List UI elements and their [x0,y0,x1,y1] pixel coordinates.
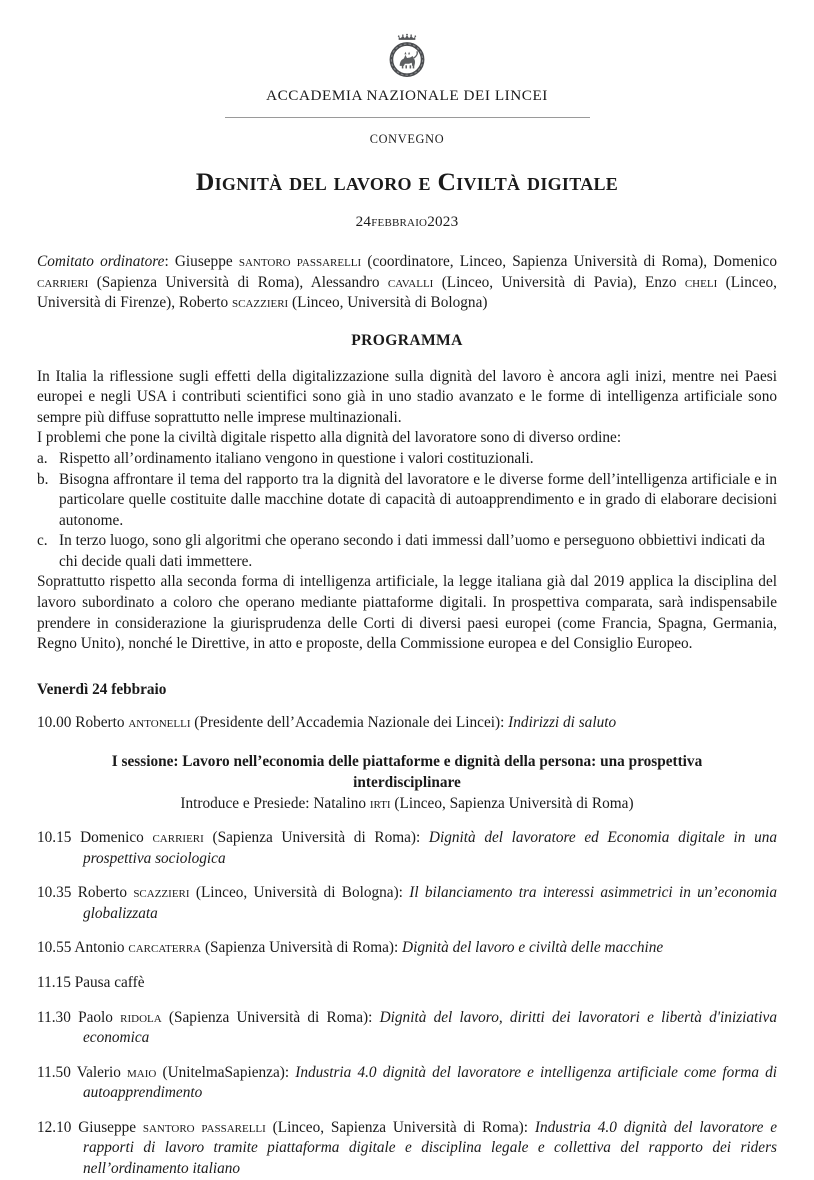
entry-speaker-first: Valerio [76,1063,128,1081]
intro-list-marker: a. [37,450,48,467]
academy-name: ACCADEMIA NAZIONALE DEI LINCEI [266,87,548,104]
entry-affiliation: (UnitelmaSapienza): [156,1063,290,1081]
entry-talk-title: Indirizzi di saluto [504,713,617,731]
entry-time: 11.50 [37,1063,77,1081]
entry-speaker-surname: ridola [120,1008,162,1026]
committee-member-surname: cheli [684,273,718,291]
entry-time: 11.30 [37,1008,79,1026]
event-kind-label: CONVEGNO [369,132,445,146]
masthead [37,0,777,147]
entry-time: 12.10 [37,1118,79,1136]
intro-list-item [37,531,777,572]
event-date-year: 2023 [427,213,459,231]
session-chair-surname: irti [369,794,391,812]
intro-list-text: Rispetto all’ordinamento italiano vengono in questione i valori costituzionali. [59,450,534,467]
session-block [37,752,777,814]
committee-text: (coordinatore, Linceo, Sapienza Università di Roma), Domenico [361,253,777,271]
entry-speaker-surname: carcaterra [128,939,202,957]
entry-talk-title: Dignità del lavoratore ed Economia digitale in una prospettiva sociologica [83,829,778,867]
intro-list-item [37,470,777,532]
entry-talk-title: Il bilanciamento tra interessi asimmetrici in un’economia globalizzata [83,884,777,922]
page-title: Dignità del lavoro e Civiltà digitale [195,167,619,196]
entry-time: 11.15 [37,974,75,992]
intro-paragraph-3: Soprattutto rispetto alla seconda forma di intelligenza artificiale, la legge italiana già dal 2019 applica la disciplina del lavoro subordinato a coloro che operano mediante piattaforme digitali. In prospettiva comparata, sarà indispensabile prendere in considerazione la giurisprudenza delle Corti di diversi paesi europei (come Francia, Spagna, Germania, Regno Unito), nonché le Direttive, in atto e proposte, della Commissione europea e del Consiglio Europeo. [37,573,777,653]
opening-entry [37,713,777,734]
committee-member-surname: cavalli [387,273,434,291]
schedule-section [37,681,777,1180]
entry-speaker-first: Giuseppe [78,1118,143,1136]
intro-list-text: Bisogna affrontare il tema del rapporto tra la dignità del lavoratore e le diverse forme dell’intelligenza artificiale e in particolare quelle costituite dalle macchine dotate di capacità di autoapprendimento e in grado di elaborare decisioni autonome. [59,470,777,529]
entry-speaker-first: Antonio [74,939,129,957]
committee-text: (Linceo, Università di Bologna) [288,294,488,312]
talk-entry [37,1008,777,1049]
entry-affiliation: (Sapienza Università di Roma): [201,939,399,957]
intro-list-text: In terzo luogo, sono gli algoritmi che operano secondo i dati immessi dall’uomo e perseguono obbiettivi indicati da chi decide quali dati immettere. [59,532,766,570]
intro-paragraph-1: In Italia la riflessione sugli effetti della digitalizzazione sulla dignità del lavoro è ancora agli inizi, mentre nei Paesi europei e negli USA i contributi scientifici sono già in uno stadio avanzato e le forme di intelligenza artificiale sono sempre più diffuse soprattutto nelle imprese multinazionali. [37,367,777,426]
entry-speaker-first: Roberto [77,884,134,902]
entry-talk-title: Dignità del lavoro, diritti dei lavoratori e libertà d'iniziativa economica [83,1008,777,1047]
event-date-month: febbraio [371,213,428,231]
committee-text: (Linceo, Università di Pavia), Enzo [433,273,685,291]
entry-talk-title: Industria 4.0 dignità del lavoratore e rapporti di lavoro tramite piattaforma digitale e disciplina legale e collettiva del rapporto dei riders nell’ordinamento italiano [83,1118,777,1177]
intro-section [37,367,777,655]
intro-list-item [37,449,777,470]
entry-time: 10.35 [37,884,78,902]
entry-speaker-surname: scazzieri [133,884,190,902]
event-date [37,213,777,231]
entry-talk-title: Industria 4.0 dignità del lavoratore e intelligenza artificiale come forma di autoapprendimento [83,1063,778,1102]
talk-entry [37,883,777,924]
intro-list-marker: c. [37,532,48,550]
committee-text: (Sapienza Università di Roma), Alessandro [88,273,388,291]
session-title: I sessione: Lavoro nell’economia delle piattaforme e dignità della persona: una prospettiva interdisciplinare [111,753,703,791]
talk-entry [37,973,777,994]
committee-member-surname: carrieri [37,273,89,291]
event-date-day: 24 [355,213,372,231]
talk-entry [37,1118,777,1180]
session-chair-affiliation: (Linceo, Sapienza Università di Roma) [390,794,634,812]
committee-member-surname: scazzieri [231,294,289,312]
talk-entry [37,1063,777,1104]
intro-paragraph-2: I problemi che pone la civiltà digitale rispetto alla dignità del lavoratore sono di diverso ordine: [37,429,622,447]
committee-label: Comitato ordinatore [37,253,165,271]
committee-member-surname: santoro passarelli [238,253,362,271]
entry-speaker-first: Pausa caffè [74,974,145,992]
entry-speaker-surname: carrieri [152,829,204,847]
lincei-lynx-crest-icon [381,31,433,83]
entry-affiliation: (Sapienza Università di Roma): [203,829,421,847]
entry-speaker-first: Roberto [75,713,129,731]
talk-list [37,828,777,1179]
committee-text: (Linceo, Università di Firenze), Roberto [37,273,777,312]
entry-affiliation: (Linceo, Università di Bologna): [189,884,403,902]
session-chair-first: Natalino [313,794,370,812]
talk-entry [37,828,777,869]
entry-talk-title: Dignità del lavoro e civiltà delle macchine [398,939,664,957]
committee-text: : Giuseppe [164,253,239,271]
intro-list [37,449,777,572]
entry-speaker-first: Paolo [78,1008,121,1026]
entry-time: 10.55 [37,939,75,957]
entry-speaker-surname: maio [127,1063,157,1081]
entry-speaker-surname: antonelli [128,713,191,731]
header-divider [225,117,590,118]
intro-list-marker: b. [37,470,49,488]
entry-speaker-surname: santoro passarelli [142,1118,266,1136]
entry-affiliation: (Sapienza Università di Roma): [161,1008,373,1026]
entry-speaker-first: Domenico [80,829,153,847]
day-heading: Venerdì 24 febbraio [37,680,167,698]
session-chair-label: Introduce e Presiede: [180,794,314,812]
committee-paragraph [37,252,777,314]
entry-time: 10.00 [37,713,76,731]
talk-entry [37,938,777,959]
entry-time: 10.15 [37,829,81,847]
session-chair [75,794,739,814]
programma-heading: PROGRAMMA [351,331,463,349]
entry-affiliation: (Presidente dell’Accademia Nazionale dei Lincei): [190,713,505,731]
entry-affiliation: (Linceo, Sapienza Università di Roma): [265,1118,529,1136]
